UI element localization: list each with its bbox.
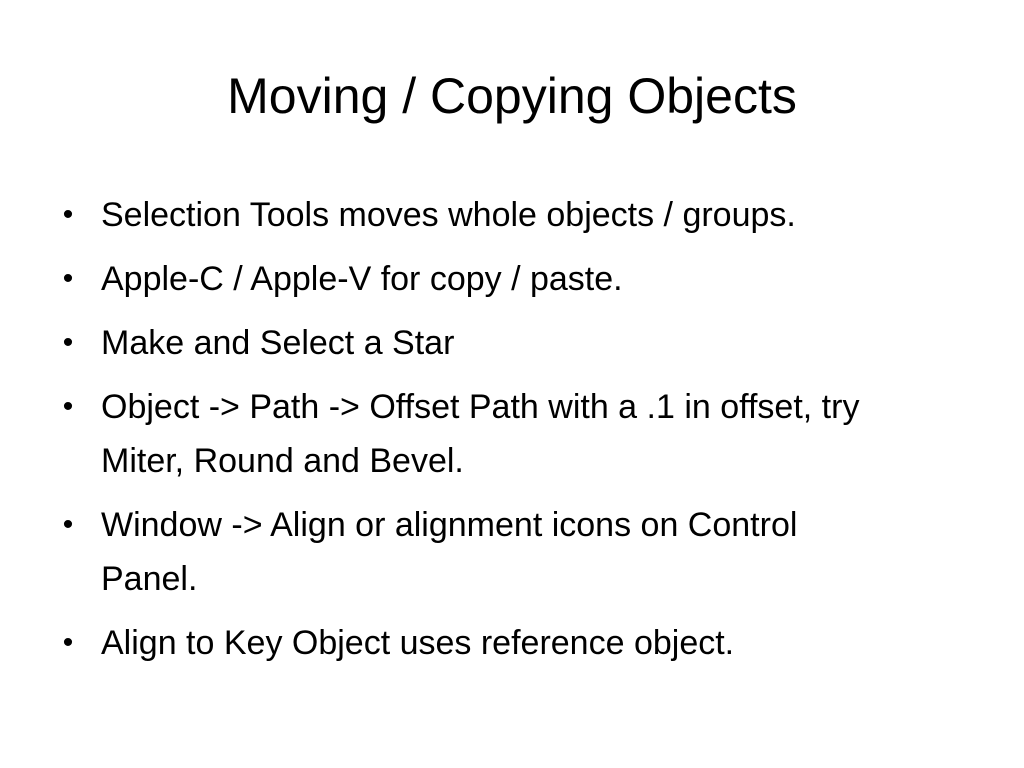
bullet-item: [58, 380, 998, 488]
bullet-icon: •: [62, 262, 74, 295]
bullet-text: Selection Tools moves whole objects / groups.: [101, 196, 796, 234]
bullet-icon: •: [62, 626, 74, 659]
bullet-item: [58, 252, 998, 306]
bullet-icon: •: [62, 198, 74, 231]
bullet-icon: •: [62, 508, 74, 541]
bullet-text: Object -> Path -> Offset Path with a .1 in offset, try Miter, Round and Bevel.: [101, 388, 860, 480]
bullet-icon: •: [62, 326, 74, 359]
bullet-text: Make and Select a Star: [101, 324, 455, 362]
bullet-item: [58, 616, 998, 670]
bullet-item: [58, 188, 998, 242]
bullet-item: [58, 498, 998, 606]
bullet-text: Window -> Align or alignment icons on Control Panel.: [101, 506, 798, 598]
bullet-text: Apple-C / Apple-V for copy / paste.: [101, 260, 623, 298]
bullet-item: [58, 316, 998, 370]
bullet-text: Align to Key Object uses reference object.: [101, 624, 735, 662]
slide-title: Moving / Copying Objects: [227, 68, 797, 124]
bullet-icon: •: [62, 390, 74, 423]
bullet-list: [58, 188, 998, 680]
